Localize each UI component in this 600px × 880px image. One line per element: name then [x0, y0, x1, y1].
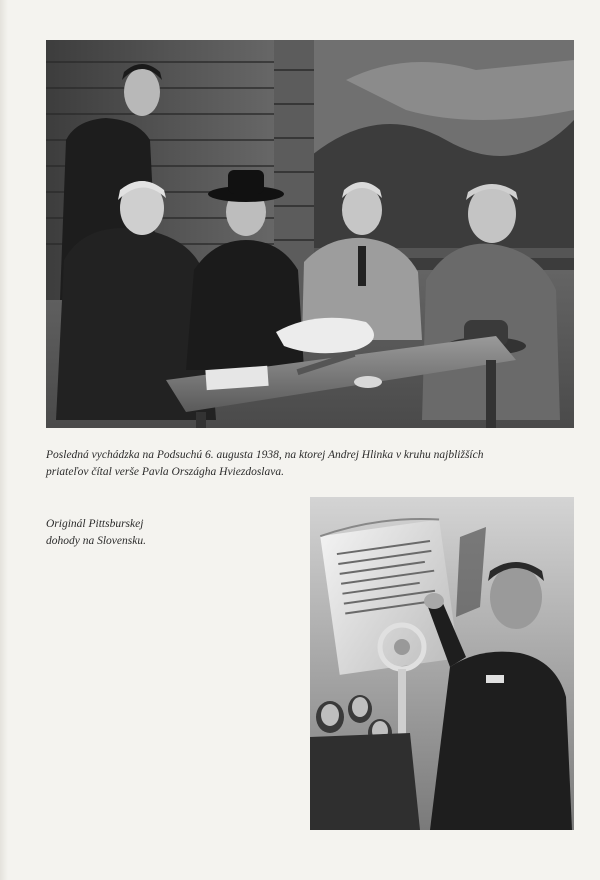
group-photo	[46, 40, 574, 428]
top-caption-line-2: priateľov čítal verše Pavla Országha Hviezdoslava.	[46, 466, 284, 478]
top-photo-caption	[46, 447, 566, 481]
group-photo-image	[46, 40, 574, 428]
page-edge	[0, 0, 8, 880]
document-photo-image	[310, 497, 574, 830]
bottom-photo-caption	[46, 516, 226, 550]
document-photo	[310, 497, 574, 830]
top-caption-line-1: Posledná vychádzka na Podsuchú 6. augusta 1938, na ktorej Andrej Hlinka v kruhu najbližších	[46, 449, 484, 461]
side-caption-line-2: dohody na Slovensku.	[46, 535, 146, 547]
side-caption-line-1: Originál Pittsburskej	[46, 518, 144, 530]
